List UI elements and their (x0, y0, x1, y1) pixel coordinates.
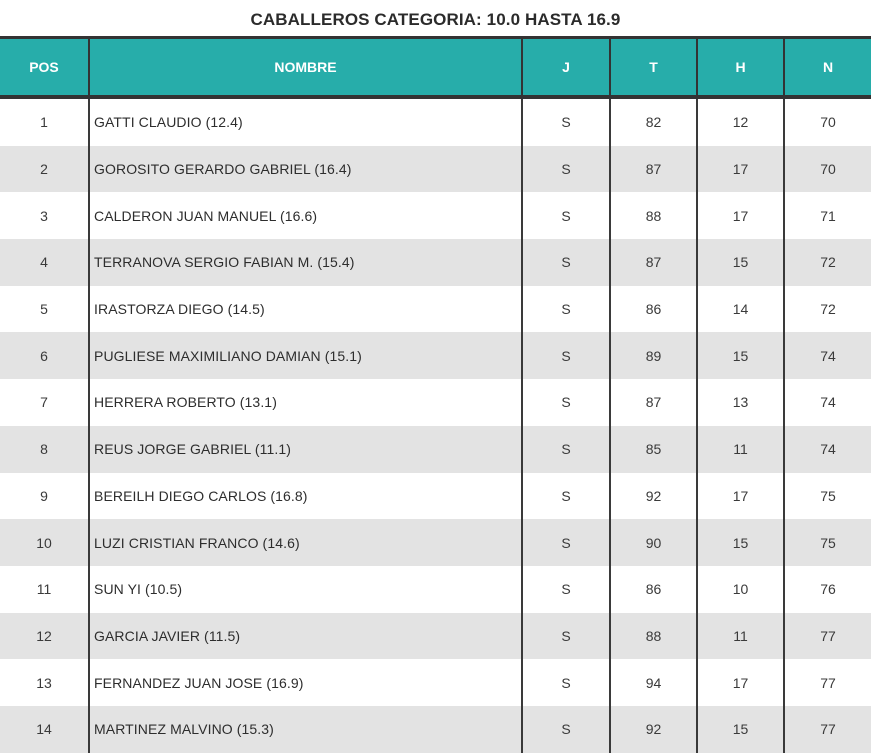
table-row (0, 706, 871, 753)
cell-j: S (522, 613, 610, 660)
cell-nombre: GARCIA JAVIER (11.5) (89, 613, 522, 660)
cell-n: 70 (784, 146, 871, 193)
cell-nombre: TERRANOVA SERGIO FABIAN M. (15.4) (89, 239, 522, 286)
cell-nombre: GATTI CLAUDIO (12.4) (89, 97, 522, 146)
cell-n: 75 (784, 519, 871, 566)
cell-j: S (522, 379, 610, 426)
cell-pos: 6 (0, 332, 89, 379)
cell-pos: 4 (0, 239, 89, 286)
cell-h: 14 (697, 286, 784, 333)
column-header-nombre: NOMBRE (89, 38, 522, 98)
cell-j: S (522, 286, 610, 333)
cell-j: S (522, 473, 610, 520)
table-row (0, 146, 871, 193)
cell-h: 17 (697, 659, 784, 706)
table-row (0, 192, 871, 239)
cell-pos: 5 (0, 286, 89, 333)
cell-t: 88 (610, 192, 697, 239)
column-header-j: J (522, 38, 610, 98)
cell-n: 74 (784, 332, 871, 379)
cell-pos: 3 (0, 192, 89, 239)
column-header-pos: POS (0, 38, 89, 98)
cell-t: 92 (610, 706, 697, 753)
cell-pos: 9 (0, 473, 89, 520)
cell-j: S (522, 426, 610, 473)
cell-j: S (522, 659, 610, 706)
cell-j: S (522, 566, 610, 613)
table-row (0, 659, 871, 706)
cell-t: 90 (610, 519, 697, 566)
cell-t: 82 (610, 97, 697, 146)
cell-n: 74 (784, 426, 871, 473)
cell-nombre: HERRERA ROBERTO (13.1) (89, 379, 522, 426)
cell-h: 11 (697, 426, 784, 473)
cell-nombre: PUGLIESE MAXIMILIANO DAMIAN (15.1) (89, 332, 522, 379)
cell-h: 10 (697, 566, 784, 613)
cell-n: 76 (784, 566, 871, 613)
cell-t: 86 (610, 286, 697, 333)
cell-pos: 14 (0, 706, 89, 753)
cell-pos: 13 (0, 659, 89, 706)
cell-n: 77 (784, 706, 871, 753)
cell-h: 15 (697, 332, 784, 379)
cell-n: 72 (784, 286, 871, 333)
cell-n: 74 (784, 379, 871, 426)
cell-pos: 2 (0, 146, 89, 193)
cell-j: S (522, 332, 610, 379)
column-header-h: H (697, 38, 784, 98)
cell-j: S (522, 97, 610, 146)
cell-t: 89 (610, 332, 697, 379)
table-row (0, 566, 871, 613)
cell-nombre: GOROSITO GERARDO GABRIEL (16.4) (89, 146, 522, 193)
cell-nombre: BEREILH DIEGO CARLOS (16.8) (89, 473, 522, 520)
cell-h: 17 (697, 192, 784, 239)
cell-n: 77 (784, 613, 871, 660)
cell-n: 72 (784, 239, 871, 286)
table-row (0, 519, 871, 566)
table-row (0, 379, 871, 426)
cell-h: 13 (697, 379, 784, 426)
cell-nombre: CALDERON JUAN MANUEL (16.6) (89, 192, 522, 239)
cell-pos: 10 (0, 519, 89, 566)
cell-t: 88 (610, 613, 697, 660)
cell-pos: 7 (0, 379, 89, 426)
cell-pos: 11 (0, 566, 89, 613)
column-header-t: T (610, 38, 697, 98)
cell-nombre: IRASTORZA DIEGO (14.5) (89, 286, 522, 333)
cell-n: 77 (784, 659, 871, 706)
column-header-n: N (784, 38, 871, 98)
results-table (0, 36, 871, 753)
cell-t: 92 (610, 473, 697, 520)
cell-j: S (522, 706, 610, 753)
cell-nombre: REUS JORGE GABRIEL (11.1) (89, 426, 522, 473)
cell-j: S (522, 146, 610, 193)
cell-t: 87 (610, 146, 697, 193)
cell-h: 17 (697, 473, 784, 520)
cell-t: 87 (610, 379, 697, 426)
cell-h: 17 (697, 146, 784, 193)
cell-n: 75 (784, 473, 871, 520)
cell-h: 15 (697, 239, 784, 286)
cell-j: S (522, 239, 610, 286)
cell-n: 70 (784, 97, 871, 146)
cell-t: 85 (610, 426, 697, 473)
cell-n: 71 (784, 192, 871, 239)
table-row (0, 286, 871, 333)
cell-pos: 8 (0, 426, 89, 473)
cell-j: S (522, 192, 610, 239)
table-header-row (0, 38, 871, 98)
cell-h: 11 (697, 613, 784, 660)
cell-t: 87 (610, 239, 697, 286)
cell-nombre: FERNANDEZ JUAN JOSE (16.9) (89, 659, 522, 706)
cell-h: 15 (697, 706, 784, 753)
table-row (0, 613, 871, 660)
table-row (0, 97, 871, 146)
cell-nombre: LUZI CRISTIAN FRANCO (14.6) (89, 519, 522, 566)
cell-pos: 12 (0, 613, 89, 660)
cell-j: S (522, 519, 610, 566)
cell-nombre: MARTINEZ MALVINO (15.3) (89, 706, 522, 753)
table-row (0, 239, 871, 286)
page-title: CABALLEROS CATEGORIA: 10.0 HASTA 16.9 (250, 10, 621, 29)
cell-t: 94 (610, 659, 697, 706)
cell-t: 86 (610, 566, 697, 613)
cell-h: 15 (697, 519, 784, 566)
cell-h: 12 (697, 97, 784, 146)
table-row (0, 473, 871, 520)
cell-pos: 1 (0, 97, 89, 146)
table-row (0, 426, 871, 473)
cell-nombre: SUN YI (10.5) (89, 566, 522, 613)
table-row (0, 332, 871, 379)
